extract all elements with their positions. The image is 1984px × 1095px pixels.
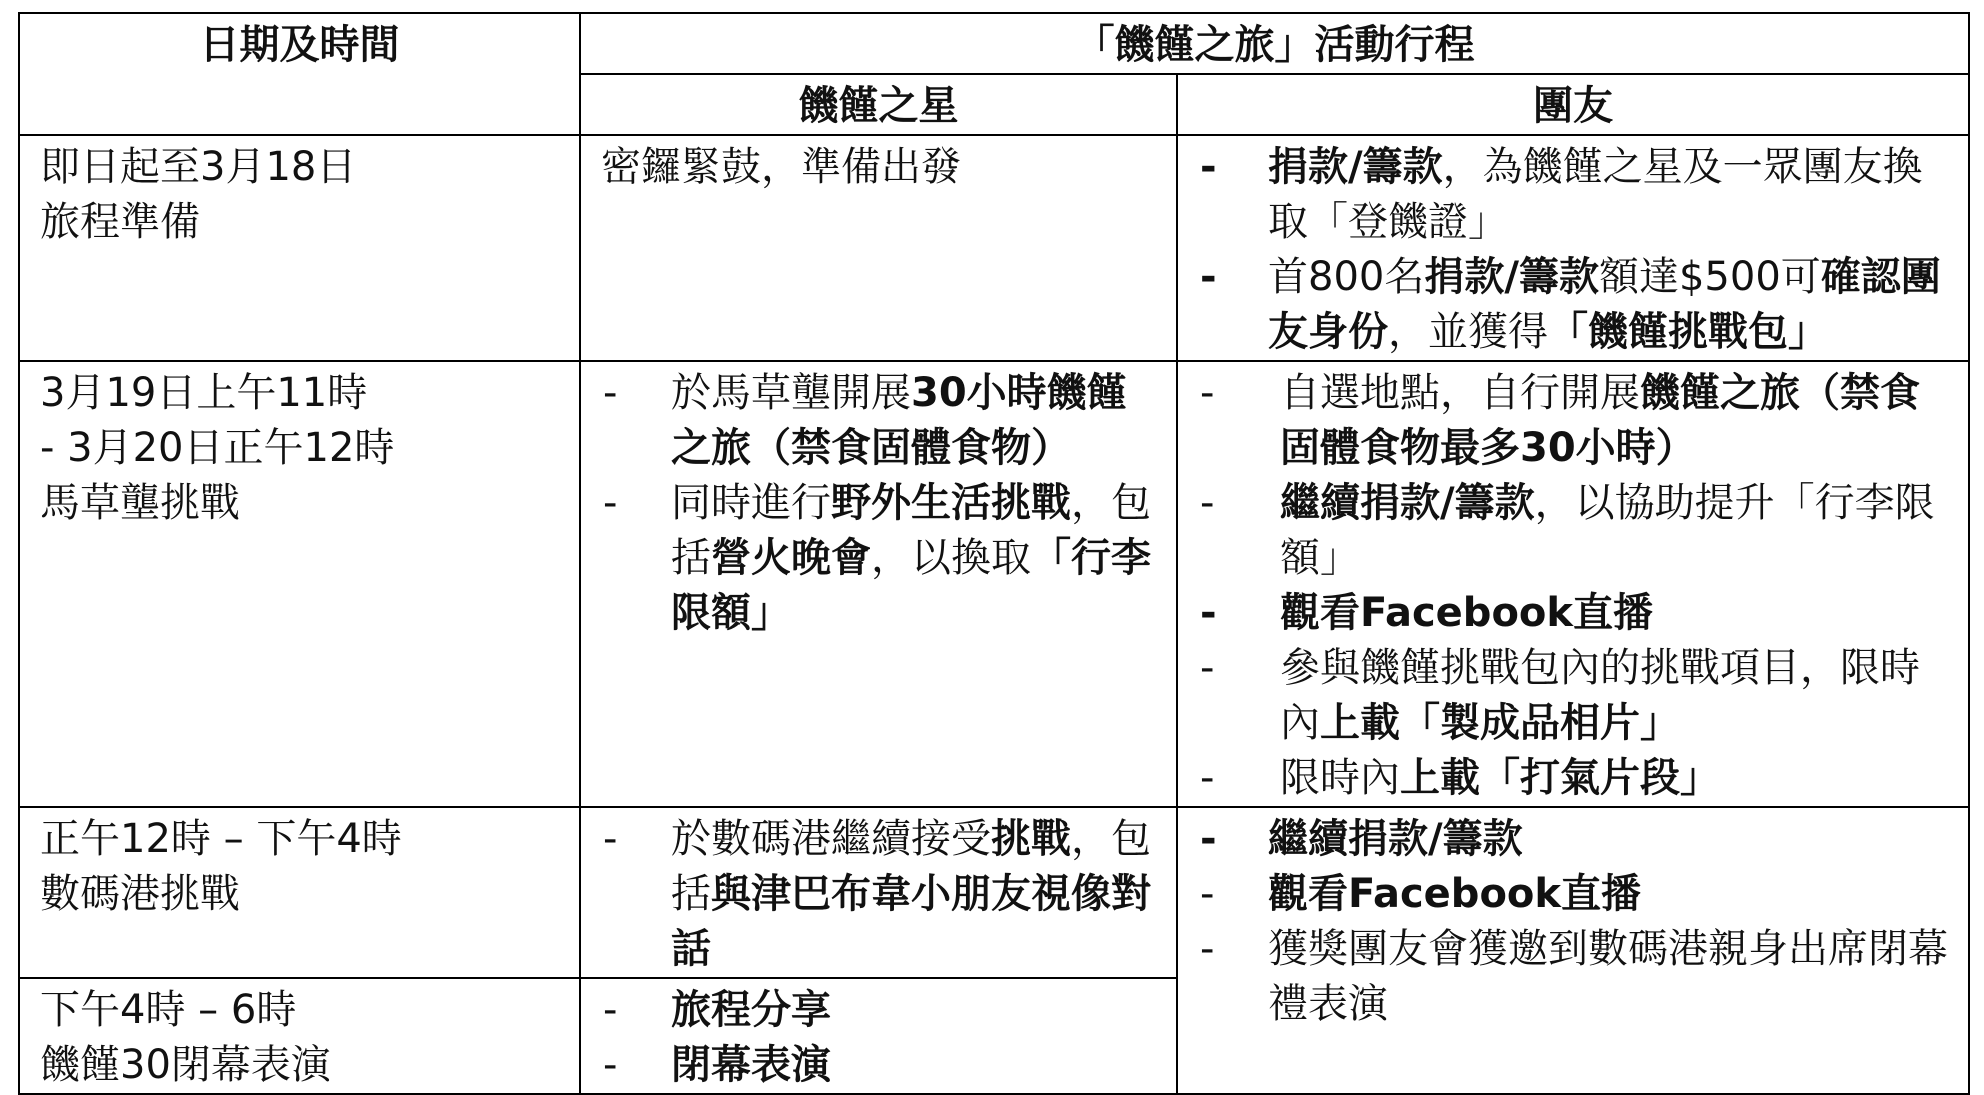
bold-text: 與津巴布韋小朋友視像對話 [671,871,1151,972]
bold-text: 上載「製成品相片」 [1320,700,1680,746]
item-text: 獲獎團友會獲邀到數碼港親身出席閉幕禮表演 [1268,926,1948,1027]
date-cell-cyberport [19,807,580,978]
date-line: 下午4時 – 6時 [40,987,297,1033]
date-cell-prep [19,135,580,361]
star-cell-cyberport [580,807,1177,978]
item-text: ，並獲得 [1388,309,1548,355]
bullet-dash: - [1200,816,1217,862]
item-text: ，包括 [671,480,1151,581]
date-line: 3月19日上午11時 [40,370,368,416]
list-item [1198,641,1948,751]
item-text: 自選地點，自行開展 [1280,370,1640,416]
item-text: ，以協助提升「行李限額」 [1280,480,1935,581]
star-list [601,983,1156,1093]
bold-text: 營火晚會 [711,535,871,581]
star-cell-ma-cho-lung [580,361,1177,807]
bold-text: 上載「打氣片段」 [1400,755,1720,801]
list-item [601,366,1156,476]
bullet-dash: - [1200,755,1215,801]
date-line: 正午12時 – 下午4時 [40,816,402,862]
bullet-dash: - [1200,871,1215,917]
date-line: 馬草壟挑戰 [40,480,240,526]
star-cell-prep [580,135,1177,361]
list-item [1198,476,1948,586]
date-line: 旅程準備 [40,199,200,245]
bold-text: 觀看Facebook直播 [1268,871,1642,917]
bold-text: 野外生活挑戰 [831,480,1071,526]
item-text: ，包括 [671,816,1151,917]
bold-text: 30小時饑饉之旅（禁食固體食物） [671,370,1127,471]
item-text: 額達$500可 [1598,254,1821,300]
bullet-dash: - [1200,926,1215,972]
bold-text: 捐款/籌款 [1268,144,1443,190]
member-cell-prep [1177,135,1969,361]
bullet-dash: - [1200,370,1215,416]
star-text: 密鑼緊鼓，準備出發 [601,144,961,190]
list-item [1198,867,1948,922]
bold-text: 繼續捐款/籌款 [1280,480,1535,526]
header-member: 團友 [1177,74,1969,135]
star-cell-closing [580,978,1177,1094]
list-item [1198,366,1948,476]
bullet-dash: - [1200,480,1215,526]
member-cell-cyberport [1177,807,1969,1094]
list-item [601,476,1156,641]
date-line: 數碼港挑戰 [40,871,240,917]
bold-text: 捐款/籌款 [1424,254,1599,300]
member-list [1198,366,1948,806]
header-itinerary: 「饑饉之旅」活動行程 [580,13,1969,74]
date-line: 饑饉30閉幕表演 [40,1042,331,1088]
item-text: 同時進行 [671,480,831,526]
item-text: ，為饑饉之星及一眾團友換取「登饑證」 [1268,144,1923,245]
list-item [601,983,1156,1038]
itinerary-table [18,12,1970,1095]
bold-text: 旅程分享 [671,987,831,1033]
bullet-dash: - [1200,254,1217,300]
bullet-dash: - [603,370,618,416]
list-item [601,1038,1156,1093]
bold-text: 閉幕表演 [671,1042,831,1088]
bold-text: 繼續捐款/籌款 [1268,816,1523,862]
bullet-dash: - [1200,144,1217,190]
list-item [1198,586,1948,641]
list-item [601,812,1156,977]
member-list [1198,812,1948,1032]
bullet-dash: - [603,987,618,1033]
header-star: 饑饉之星 [580,74,1177,135]
bold-text: 「行李限額」 [671,535,1151,636]
bullet-dash: - [1200,645,1215,691]
item-text: 首800名 [1268,254,1425,300]
star-list [601,812,1156,977]
bold-text: 饑饉之旅（禁食固體食物最多30小時） [1280,370,1920,471]
bold-text: 「饑饉挑戰包」 [1548,309,1828,355]
item-text: 限時內 [1280,755,1400,801]
bold-text: 挑戰 [991,816,1071,862]
member-cell-ma-cho-lung [1177,361,1969,807]
bullet-dash: - [603,480,618,526]
date-line: 即日起至3月18日 [40,144,357,190]
list-item [1198,140,1948,250]
list-item [1198,922,1948,1032]
list-item [1198,250,1948,360]
item-text: 於馬草壟開展 [671,370,911,416]
bullet-dash: - [603,816,618,862]
item-text: 參與饑饉挑戰包內的挑戰項目，限時內 [1280,645,1920,746]
bold-text: 確認團友身份 [1268,254,1941,355]
member-list [1198,140,1948,360]
bold-text: 觀看Facebook直播 [1280,590,1654,636]
date-line: - 3月20日正午12時 [40,425,395,471]
bullet-dash: - [1200,590,1217,636]
list-item [1198,751,1948,806]
header-date-time: 日期及時間 [19,13,580,135]
item-text: ，以換取 [871,535,1031,581]
date-cell-ma-cho-lung [19,361,580,807]
date-cell-closing [19,978,580,1094]
star-list [601,366,1156,641]
list-item [1198,812,1948,867]
bullet-dash: - [603,1042,618,1088]
item-text: 於數碼港繼續接受 [671,816,991,862]
